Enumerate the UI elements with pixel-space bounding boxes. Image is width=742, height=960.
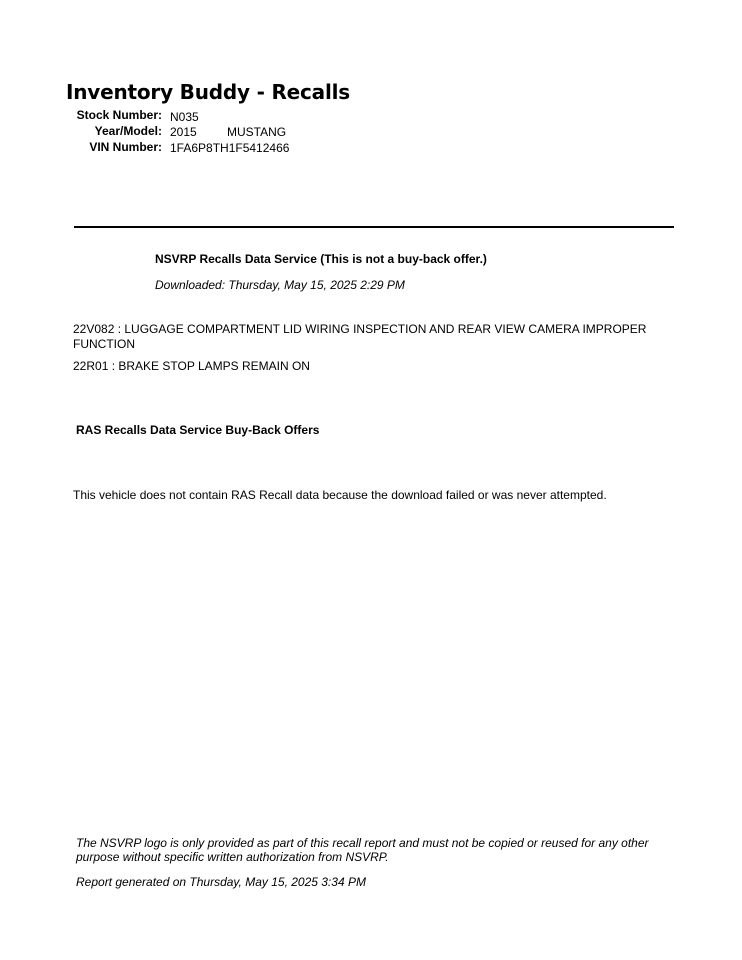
ras-status-note: This vehicle does not contain RAS Recall data because the download failed or was never attempted. — [73, 488, 607, 502]
year-model-label: Year/Model: — [94, 124, 162, 138]
stock-number-label: Stock Number: — [76, 108, 162, 122]
recall-item: 22V082 : LUGGAGE COMPARTMENT LID WIRING INSPECTION AND REAR VIEW CAMERA IMPROPER FUNCTION — [73, 322, 647, 351]
year-value: 2015 — [170, 125, 197, 139]
logo-usage-notice: The NSVRP logo is only provided as part of this recall report and must not be copied or reused for any other purpose without specific written authorization from NSVRP. — [76, 836, 649, 864]
nsvrp-downloaded-timestamp: Downloaded: Thursday, May 15, 2025 2:29 PM — [155, 278, 405, 292]
section-divider — [74, 226, 674, 228]
recall-item: 22R01 : BRAKE STOP LAMPS REMAIN ON — [73, 359, 310, 373]
stock-number-value: N035 — [170, 110, 199, 124]
vin-number-label: VIN Number: — [89, 140, 162, 154]
nsvrp-section-heading: NSVRP Recalls Data Service (This is not a buy-back offer.) — [155, 252, 487, 266]
page-title: Inventory Buddy - Recalls — [66, 80, 350, 104]
model-value: MUSTANG — [227, 125, 287, 139]
report-generated-timestamp: Report generated on Thursday, May 15, 2025 3:34 PM — [76, 875, 366, 889]
vin-number-value: 1FA6P8TH1F5412466 — [170, 141, 290, 155]
ras-section-heading: RAS Recalls Data Service Buy-Back Offers — [76, 423, 320, 437]
